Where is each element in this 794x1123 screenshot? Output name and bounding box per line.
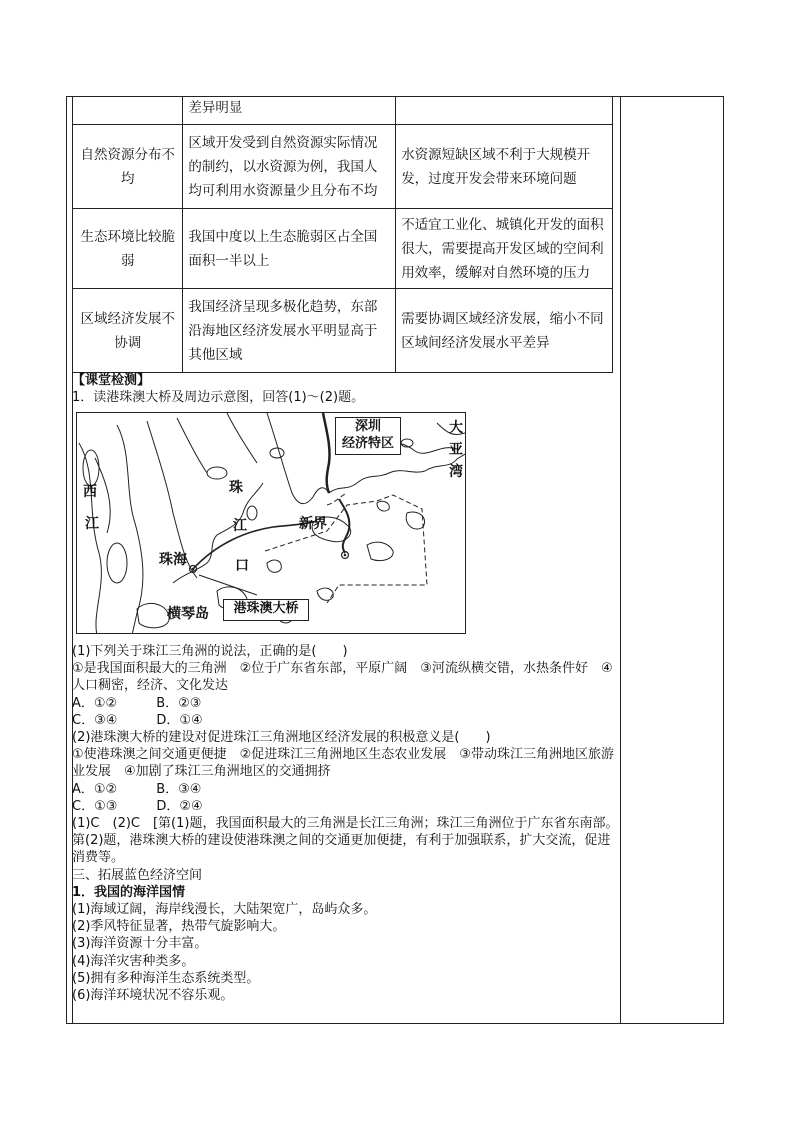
section-heading: 【课堂检测】 xyxy=(72,373,151,388)
q2-statements: ①使港珠澳之间交通更便捷 ②促进珠江三角洲地区生态农业发展 ③带动珠江三角洲地区旅游业发展 ④加剧了珠江三角洲地区的交通拥挤 xyxy=(72,747,614,780)
callout-shenzhen: 深圳 经济特区 xyxy=(335,417,401,455)
q1-statements: ①是我国面积最大的三角洲 ②位于广东省东部，平原广阔 ③河流纵横交错，水热条件好 ④人口稠密，经济、文化发达 xyxy=(72,661,613,694)
table-cell: 需要协调区域经济发展，缩小不同区域间经济发展水平差异 xyxy=(396,289,613,373)
q1-options-cd: C．③④ D．①④ xyxy=(72,712,203,728)
map-label-jiang: 江 xyxy=(233,518,247,534)
table-cell xyxy=(396,97,613,125)
subsection-heading: 1．我国的海洋国情 xyxy=(72,884,186,900)
table-cell: 区域经济发展不协调 xyxy=(73,289,183,373)
table-cell: 我国经济呈现多极化趋势，东部沿海地区经济发展水平明显高于其他区域 xyxy=(183,289,396,373)
q2-options-cd: C．①③ D．②④ xyxy=(72,798,203,814)
table-row xyxy=(73,97,613,125)
questions-block xyxy=(72,643,620,1004)
table-cell: 自然资源分布不均 xyxy=(73,125,183,209)
question-intro: 1．读港珠澳大桥及周边示意图，回答(1)～(2)题。 xyxy=(72,390,365,406)
map-label-hengqin: 横琴岛 xyxy=(167,606,209,622)
list-item: (6)海洋环境状况不容乐观。 xyxy=(72,988,234,1004)
q2-options-ab: A．①② B．③④ xyxy=(72,781,202,797)
map-label-zhu: 珠 xyxy=(229,480,243,496)
table-cell xyxy=(73,97,183,125)
q1-options-ab: A．①② B．②③ xyxy=(72,695,202,711)
table-cell: 差异明显 xyxy=(183,97,396,125)
table-cell: 生态环境比较脆弱 xyxy=(73,209,183,289)
table-row xyxy=(73,289,613,373)
map-figure xyxy=(76,412,466,634)
list-item: (5)拥有多种海洋生态系统类型。 xyxy=(72,970,260,986)
table-cell: 水资源短缺区域不利于大规模开发，过度开发会带来环境问题 xyxy=(396,125,613,209)
table-row xyxy=(73,209,613,289)
map-label-xinjie: 新界 xyxy=(299,516,327,532)
table-cell: 区域开发受到自然资源实际情况的制约，以水资源为例，我国人均可利用水资源量少且分布不均 xyxy=(183,125,396,209)
map-label-xi: 西 xyxy=(83,484,97,500)
list-item: (3)海洋资源十分丰富。 xyxy=(72,936,208,952)
map-label-ya: 亚 xyxy=(449,442,463,458)
issues-table xyxy=(72,96,613,373)
section-heading: 三、拓展蓝色经济空间 xyxy=(72,867,203,883)
callout-bridge: 港珠澳大桥 xyxy=(223,599,309,621)
list-item: (4)海洋灾害种类多。 xyxy=(72,953,195,969)
table-cell: 我国中度以上生态脆弱区占全国面积一半以上 xyxy=(183,209,396,289)
q2-stem: (2)港珠澳大桥的建设对促进珠江三角洲地区经济发展的积极意义是( ) xyxy=(72,730,491,746)
main-content xyxy=(72,372,620,406)
map-label-da: 大 xyxy=(449,420,463,436)
table-cell: 不适宜工业化、城镇化开发的面积很大，需要提高开发区域的空间利用效率，缓解对自然环境的压力 xyxy=(396,209,613,289)
list-item: (2)季风特征显著，热带气旋影响大。 xyxy=(72,919,286,935)
q1-stem: (1)下列关于珠江三角洲的说法，正确的是( ) xyxy=(72,644,348,659)
list-item: (1)海域辽阔，海岸线漫长，大陆架宽广，岛屿众多。 xyxy=(72,902,377,918)
map-label-zhuhai: 珠海 xyxy=(159,552,187,568)
map-label-kou: 口 xyxy=(235,558,249,574)
map-label-jiang-west: 江 xyxy=(85,516,99,532)
frame-divider-right xyxy=(620,96,621,1024)
map-label-wan: 湾 xyxy=(449,464,463,480)
answer-explanation: (1)C (2)C [第(1)题，我国面积最大的三角洲是长江三角洲；珠江三角洲位于广东省东南部。第(2)题，港珠澳大桥的建设使港珠澳之间的交通更加便捷，有利于加强联系，扩大交流，促进消费等。 xyxy=(72,816,619,866)
table-row xyxy=(73,125,613,209)
